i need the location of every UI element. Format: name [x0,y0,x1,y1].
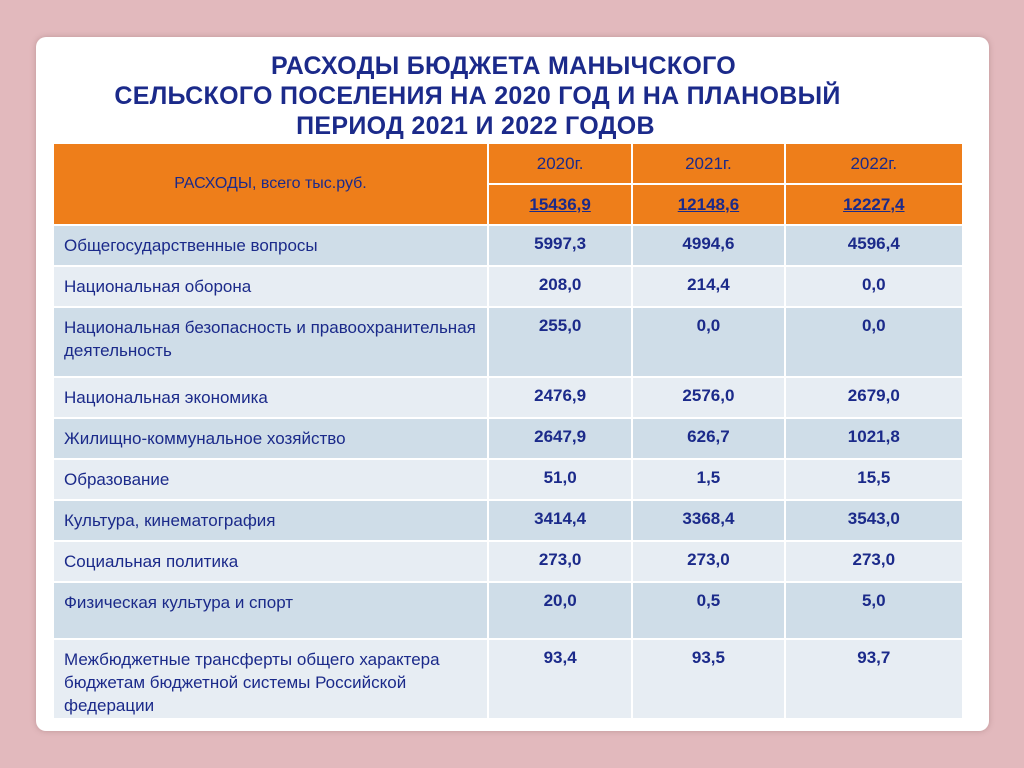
row-value-2020: 208,0 [489,267,631,306]
row-value-2021: 1,5 [633,460,783,499]
table-row [54,267,962,306]
row-value-2020: 51,0 [489,460,631,499]
row-value-2020: 273,0 [489,542,631,581]
slide-title [36,51,989,141]
row-name: Национальная экономика [54,378,487,417]
row-value-2020: 20,0 [489,583,631,638]
total-2021: 12148,6 [633,185,783,224]
row-value-2022: 273,0 [786,542,962,581]
row-value-2021: 4994,6 [633,226,783,265]
header-year-2022: 2022г. [786,144,962,183]
row-name: Национальная безопасность и правоохранительная деятельность [54,308,487,376]
row-name: Национальная оборона [54,267,487,306]
row-value-2022: 3543,0 [786,501,962,540]
row-value-2022: 4596,4 [786,226,962,265]
table-row [54,460,962,499]
table-row [54,419,962,458]
row-value-2020: 3414,4 [489,501,631,540]
row-value-2021: 273,0 [633,542,783,581]
row-name: Культура, кинематография [54,501,487,540]
row-value-2021: 0,0 [633,308,783,376]
budget-table [52,142,964,720]
header-year-2021: 2021г. [633,144,783,183]
row-name: Образование [54,460,487,499]
row-name: Социальная политика [54,542,487,581]
total-2020: 15436,9 [489,185,631,224]
row-name: Общегосударственные вопросы [54,226,487,265]
row-value-2021: 0,5 [633,583,783,638]
row-value-2020: 5997,3 [489,226,631,265]
header-year-2020: 2020г. [489,144,631,183]
row-value-2021: 626,7 [633,419,783,458]
row-value-2022: 1021,8 [786,419,962,458]
row-value-2021: 214,4 [633,267,783,306]
title-line-3: ПЕРИОД 2021 И 2022 ГОДОВ [296,112,655,140]
table-row [54,226,962,265]
title-line-1: РАСХОДЫ БЮДЖЕТА МАНЫЧСКОГО [270,52,737,80]
table-row [54,378,962,417]
table-row [54,583,962,638]
row-value-2020: 93,4 [489,640,631,718]
table-row [54,640,962,718]
row-name: Жилищно-коммунальное хозяйство [54,419,487,458]
row-value-2020: 255,0 [489,308,631,376]
row-value-2022: 5,0 [786,583,962,638]
row-value-2021: 3368,4 [633,501,783,540]
row-value-2022: 0,0 [786,267,962,306]
row-value-2021: 93,5 [633,640,783,718]
table-row [54,542,962,581]
total-2022: 12227,4 [786,185,962,224]
row-value-2020: 2476,9 [489,378,631,417]
title-line-2: СЕЛЬСКОГО ПОСЕЛЕНИЯ НА 2020 ГОД И НА ПЛАНОВЫЙ [114,82,841,110]
table-row [54,501,962,540]
row-value-2022: 0,0 [786,308,962,376]
row-value-2022: 2679,0 [786,378,962,417]
row-value-2022: 93,7 [786,640,962,718]
row-value-2021: 2576,0 [633,378,783,417]
row-value-2022: 15,5 [786,460,962,499]
row-name: Межбюджетные трансферты общего характера бюджетам бюджетной системы Российской федерации [54,640,487,718]
header-label: РАСХОДЫ, всего тыс.руб. [54,144,487,224]
row-value-2020: 2647,9 [489,419,631,458]
row-name: Физическая культура и спорт [54,583,487,638]
table-row [54,308,962,376]
